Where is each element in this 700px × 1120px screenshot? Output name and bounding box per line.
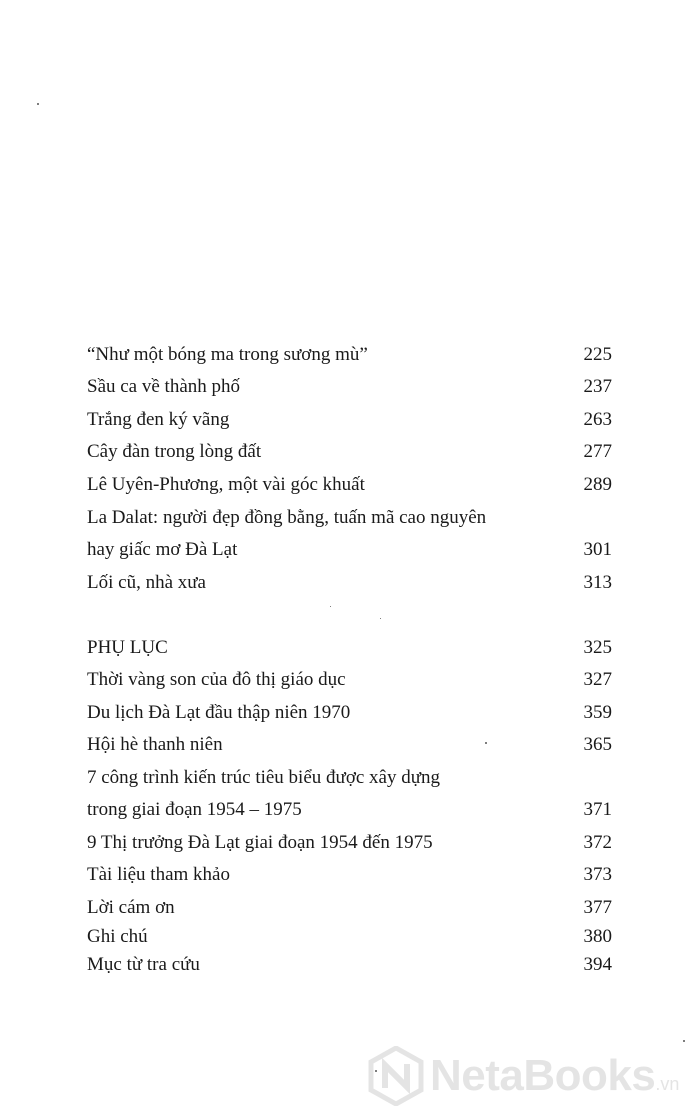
toc-entry-page: 289 <box>583 474 612 495</box>
toc-entry <box>87 730 612 760</box>
toc-entry-page: 277 <box>583 441 612 462</box>
toc-entry-title: Mục từ tra cứu <box>87 954 200 975</box>
scan-speck <box>380 618 381 619</box>
toc-entry-title: Sầu ca về thành phố <box>87 376 241 397</box>
toc-entry-title: Thời vàng son của đô thị giáo dục <box>87 669 346 690</box>
scan-speck <box>683 1040 685 1042</box>
toc-entry-title: Trắng đen ký vãng <box>87 409 230 430</box>
watermark-brand: NetaBooks <box>430 1051 656 1100</box>
toc-entry-title: 7 công trình kiến trúc tiêu biểu được xây dựng <box>87 767 441 788</box>
toc-entry-page: 372 <box>583 832 612 853</box>
toc-entry <box>87 535 612 565</box>
toc-entry <box>87 860 612 890</box>
toc-entry-title: Lê Uyên-Phương, một vài góc khuất <box>87 474 365 495</box>
toc-entry-title: Lối cũ, nhà xưa <box>87 572 206 593</box>
toc-entry-page: 325 <box>583 637 612 658</box>
toc-entry-title: Lời cám ơn <box>87 897 175 918</box>
toc-entry <box>87 665 612 695</box>
toc-entry <box>87 633 612 663</box>
toc-entry <box>87 437 612 467</box>
toc-entry-page: 225 <box>583 344 612 365</box>
toc-entry-title: trong giai đoạn 1954 – 1975 <box>87 799 302 820</box>
toc-entry-page: 263 <box>583 409 612 430</box>
toc-entry-page: 237 <box>583 376 612 397</box>
toc-section-heading: PHỤ LỤC <box>87 637 168 658</box>
toc-entry <box>87 340 612 370</box>
toc-entry <box>87 922 612 952</box>
toc-entry <box>87 828 612 858</box>
toc-entry-title: “Như một bóng ma trong sương mù” <box>87 344 368 365</box>
netabooks-logo-icon <box>368 1046 424 1106</box>
toc-entry <box>87 503 612 533</box>
toc-entry-page: 327 <box>583 669 612 690</box>
toc-entry-title: Cây đàn trong lòng đất <box>87 441 262 462</box>
watermark-suffix: .vn <box>655 1074 680 1094</box>
toc-entry-page: 365 <box>583 734 612 755</box>
toc-entry <box>87 470 612 500</box>
toc-entry-page: 313 <box>583 572 612 593</box>
toc-entry-page: 373 <box>583 864 612 885</box>
toc-entry <box>87 795 612 825</box>
toc-entry-page: 394 <box>583 954 612 975</box>
scan-speck <box>330 606 331 607</box>
scan-speck <box>37 103 39 105</box>
toc-entry-page: 377 <box>583 897 612 918</box>
toc-entry <box>87 568 612 598</box>
toc-entry <box>87 372 612 402</box>
toc-entry-title: Ghi chú <box>87 926 148 947</box>
toc-entry-page: 380 <box>583 926 612 947</box>
toc-entry-title: Du lịch Đà Lạt đầu thập niên 1970 <box>87 702 351 723</box>
toc-entry <box>87 893 612 923</box>
toc-entry-title: hay giấc mơ Đà Lạt <box>87 539 238 560</box>
watermark-text <box>430 1050 679 1110</box>
toc-entry-page: 301 <box>583 539 612 560</box>
toc-entry <box>87 950 612 980</box>
netabooks-watermark <box>368 1044 698 1108</box>
toc-entry <box>87 763 612 793</box>
toc-entry-page: 371 <box>583 799 612 820</box>
toc-entry-title: 9 Thị trưởng Đà Lạt giai đoạn 1954 đến 1975 <box>87 832 433 853</box>
toc-entry-page: 359 <box>583 702 612 723</box>
toc-entry <box>87 405 612 435</box>
toc-entry-title: La Dalat: người đẹp đồng bằng, tuấn mã cao nguyên <box>87 507 487 528</box>
toc-entry <box>87 698 612 728</box>
toc-entry-title: Tài liệu tham khảo <box>87 864 230 885</box>
toc-entry-title: Hội hè thanh niên <box>87 734 223 755</box>
